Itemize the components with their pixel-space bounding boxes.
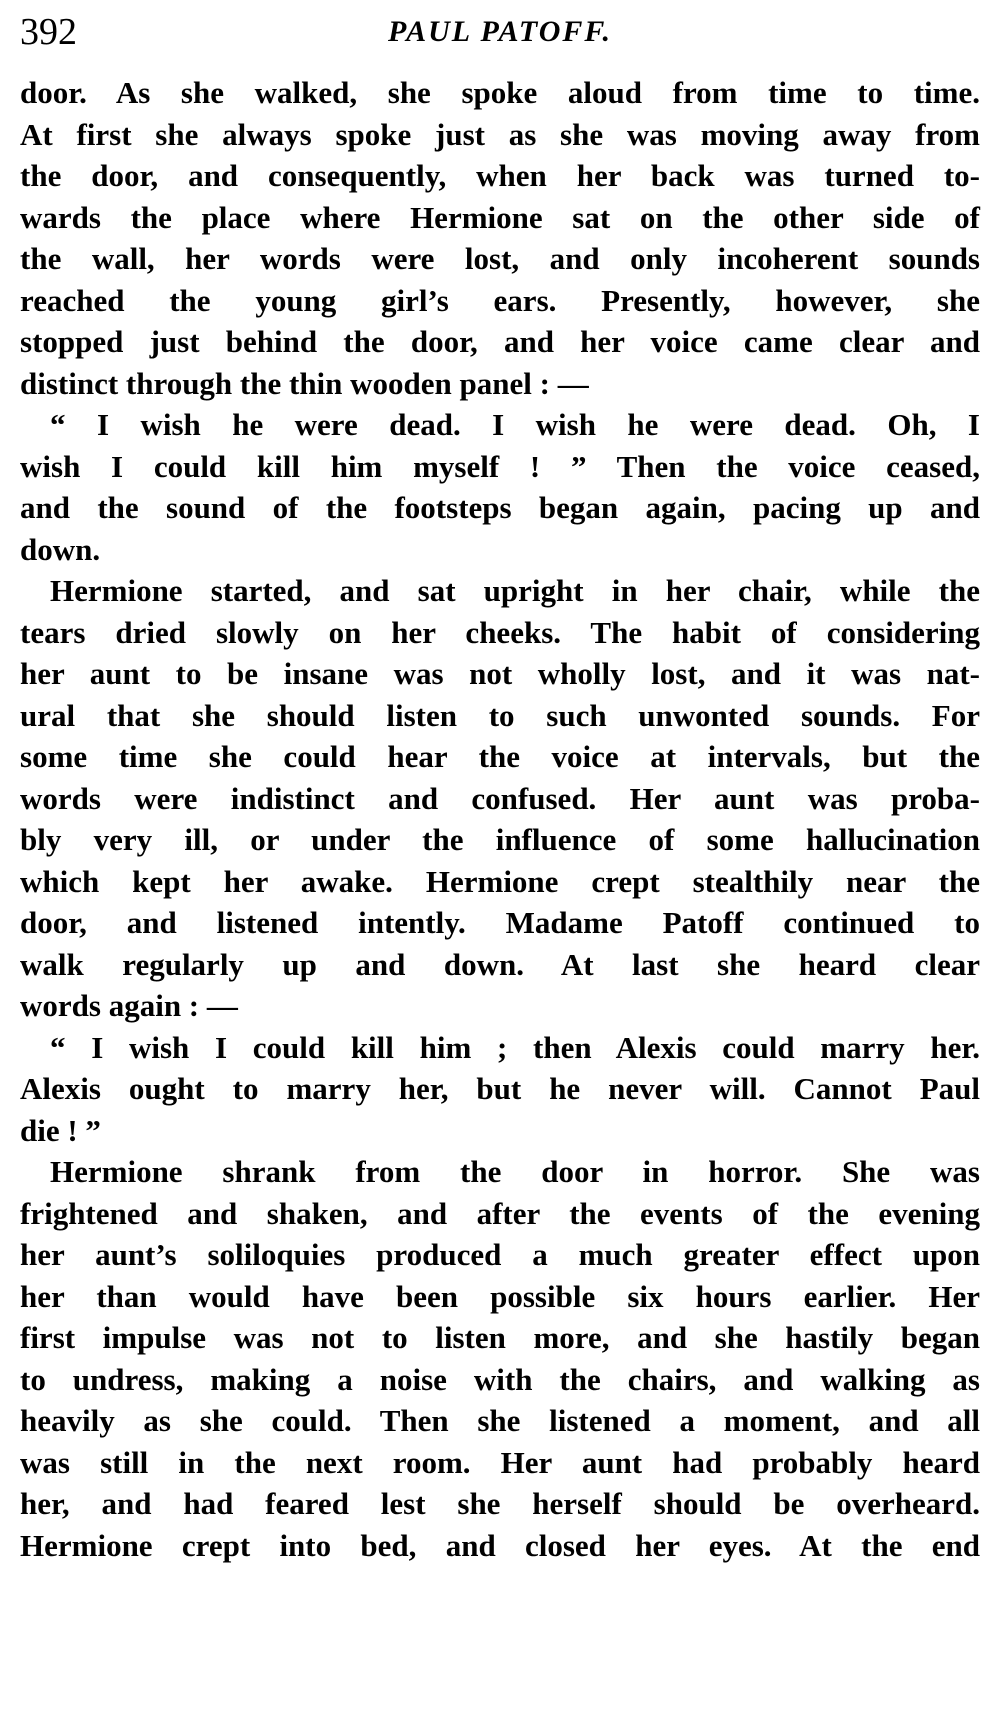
page-header bbox=[20, 8, 980, 56]
text-line: wards the place where Hermione sat on the other side of bbox=[20, 199, 980, 235]
text-line: stopped just behind the door, and her voice came clear and bbox=[20, 324, 980, 359]
text-line: was still in the next room. Her aunt had probably heard bbox=[20, 1444, 980, 1480]
text-line: down. bbox=[20, 531, 101, 567]
text-line: door. As she walked, she spoke aloud from time to time. bbox=[20, 75, 980, 110]
text-line: and the sound of the footsteps began again, pacing up and bbox=[20, 490, 980, 525]
text-line: her, and had feared lest she herself should be overheard. bbox=[20, 1486, 980, 1521]
text-line: to undress, making a noise with the chairs, and walking as bbox=[20, 1361, 980, 1397]
text-line: frightened and shaken, and after the events of the evening bbox=[20, 1195, 980, 1231]
text-line: “ I wish he were dead. I wish he were dead. Oh, I bbox=[50, 407, 980, 442]
text-line: “ I wish I could kill him ; then Alexis could marry her. bbox=[50, 1029, 980, 1065]
text-line: Hermione started, and sat upright in her chair, while the bbox=[50, 573, 980, 608]
text-line: the door, and consequently, when her back was turned to- bbox=[20, 158, 980, 193]
text-line: Hermione crept into bed, and closed her eyes. At the end bbox=[20, 1527, 980, 1563]
text-line: die ! ” bbox=[20, 1112, 101, 1148]
text-line: wish I could kill him myself ! ” Then the voice ceased, bbox=[20, 448, 980, 484]
text-line: Hermione shrank from the door in horror. She was bbox=[50, 1154, 980, 1189]
text-line: her aunt to be insane was not wholly lost, and it was nat- bbox=[20, 656, 980, 691]
text-line: tears dried slowly on her cheeks. The habit of considering bbox=[20, 614, 980, 650]
text-line: her aunt’s soliloquies produced a much greater effect upon bbox=[20, 1237, 980, 1272]
text-line: the wall, her words were lost, and only incoherent sounds bbox=[20, 241, 980, 276]
text-line: door, and listened intently. Madame Patoff continued to bbox=[20, 905, 980, 940]
text-line: heavily as she could. Then she listened a moment, and all bbox=[20, 1403, 980, 1438]
text-line: words again : — bbox=[20, 988, 238, 1023]
text-line: reached the young girl’s ears. Presently, however, she bbox=[20, 282, 980, 318]
page-number: 392 bbox=[20, 11, 77, 53]
text-line: her than would have been possible six hours earlier. Her bbox=[20, 1278, 980, 1314]
text-line: which kept her awake. Hermione crept stealthily near the bbox=[20, 863, 980, 899]
text-line: ural that she should listen to such unwonted sounds. For bbox=[20, 697, 980, 733]
text-line: words were indistinct and confused. Her aunt was proba- bbox=[20, 780, 980, 816]
text-line: bly very ill, or under the influence of some hallucination bbox=[20, 822, 980, 857]
running-title: PAUL PATOFF. bbox=[387, 15, 613, 48]
text-line: walk regularly up and down. At last she heard clear bbox=[20, 946, 980, 982]
text-line: distinct through the thin wooden panel : — bbox=[20, 365, 589, 401]
text-line: some time she could hear the voice at intervals, but the bbox=[20, 739, 980, 774]
text-line: first impulse was not to listen more, and she hastily began bbox=[20, 1320, 980, 1355]
text-line: Alexis ought to marry her, but he never will. Cannot Paul bbox=[20, 1071, 980, 1106]
text-line: At first she always spoke just as she was moving away from bbox=[20, 116, 980, 152]
body-text bbox=[20, 72, 980, 1566]
